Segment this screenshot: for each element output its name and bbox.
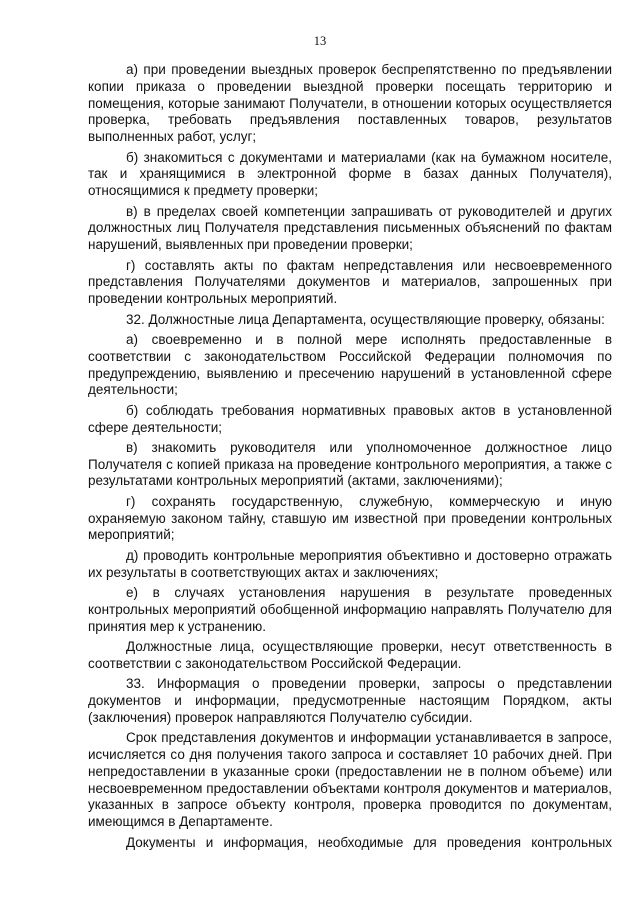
- paragraph-section-32: 32. Должностные лица Департамента, осуществляющие проверку, обязаны:: [126, 311, 605, 327]
- paragraph-deadline: Срок представления документов и информации устанавливается в запросе, исчисляется со дня получения такого запроса и составляет 10 рабочих дней. При непредоставлении в указанные сроки (предоставлении не в полном объеме) или несвоевременном предоставлении объектами контроля документов и материалов, указанных в запросе объекту контроля, проверка проводится по документам, имеющимся в Департаменте.: [88, 730, 612, 830]
- paragraph-item-d-objectivity: д) проводить контрольные мероприятия объективно и достоверно отражать их результаты в соответствующих актах и заключениях;: [88, 547, 612, 580]
- page-number: 13: [313, 34, 327, 48]
- paragraph-item-a-powers: а) своевременно и в полной мере исполнять предоставленные в соответствии с законодательством Российской Федерации полномочия по предупреждению, выявлению и пресечению нарушений в установленной сфере деятельности;: [88, 331, 612, 398]
- paragraph-item-v-acquaint: в) знакомить руководителя или уполномоченное должностное лицо Получателя с копией приказа на проведение контрольного мероприятия, а также с результатами контрольных мероприятий (актами, заключениями);: [88, 439, 612, 489]
- paragraph-item-b-requirements: б) соблюдать требования нормативных правовых актов в установленной сфере деятельности;: [88, 402, 612, 435]
- paragraph-item-g-acts: г) составлять акты по фактам непредставления или несвоевременного представления Получателями документов и материалов, запрошенных при проведении контрольных мероприятий.: [88, 257, 612, 307]
- paragraph-section-33: 33. Информация о проведении проверки, запросы о представлении документов и информации, предусмотренные настоящим Порядком, акты (заключения) проверок направляются Получателю субсидии.: [88, 676, 612, 725]
- paragraph-item-v-explanations: в) в пределах своей компетенции запрашивать от руководителей и других должностных лиц Получателя представления письменных объяснений по фактам нарушений, выявленных при проведении проверки;: [88, 203, 612, 253]
- paragraph-item-g-secrets: г) сохранять государственную, служебную, коммерческую и иную охраняемую законом тайну, ставшую им известной при проведении контрольных мероприятий;: [88, 493, 612, 543]
- paragraph-item-a-visit-inspection: а) при проведении выездных проверок беспрепятственно по предъявлении копии приказа о проведении выездной проверки посещать территорию и помещения, которые занимают Получатели, в отношении которых осуществляется проверка, требовать предъявления поставленных товаров, результатов выполненных работ, услуг;: [88, 62, 612, 145]
- paragraph-responsibility: Должностные лица, осуществляющие проверки, несут ответственность в соответствии с законодательством Российской Федерации.: [88, 639, 612, 671]
- document-body: [88, 62, 612, 851]
- paragraph-item-b-documents: б) знакомиться с документами и материалами (как на бумажном носителе, так и хранящимися в электронной форме в базах данных Получателя), относящимися к предмету проверки;: [88, 149, 612, 199]
- paragraph-continuation: Документы и информация, необходимые для проведения контрольных: [126, 834, 612, 850]
- paragraph-item-e-violations: е) в случаях установления нарушения в результате проведенных контрольных мероприятий обобщенной информацию направлять Получателю для принятия мер к устранению.: [88, 585, 612, 634]
